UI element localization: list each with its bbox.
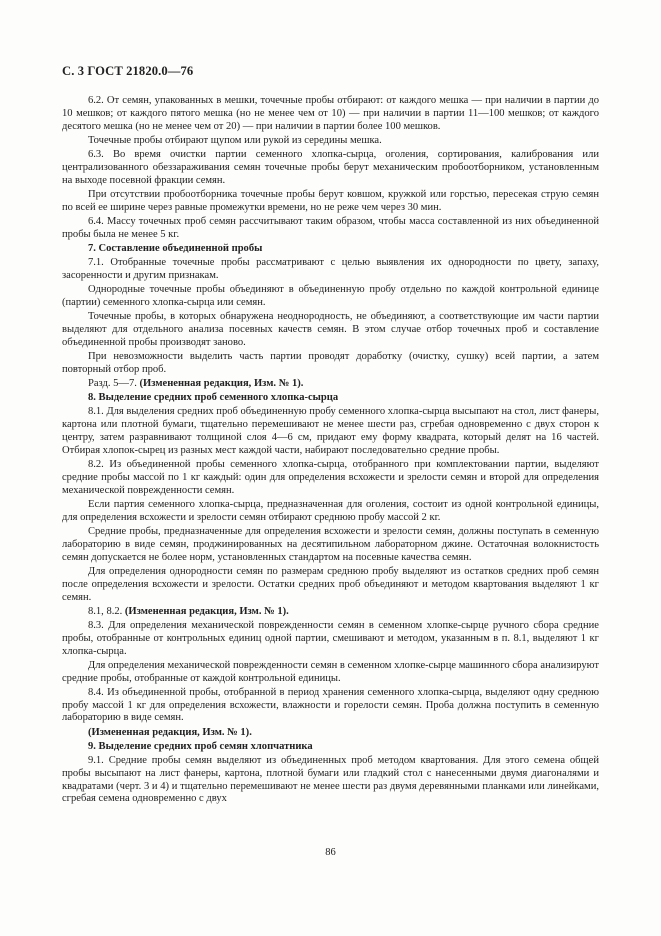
paragraph: 6.4. Массу точечных проб семян рассчитывают таким образом, чтобы масса составленной из них объединенной пробы была не менее 5 кг.	[62, 215, 599, 240]
section-heading: 7. Составление объединенной пробы	[88, 242, 263, 254]
amendment-note	[62, 606, 599, 619]
paragraph: 8.4. Из объединенной пробы, отобранной в период хранения семенного хлопка-сырца, выделяют одну среднюю пробу массой 1 кг для определения всхожести, влажности и горелости семян. Проба должна поступить в семенную лабораторию в виде семян.	[62, 686, 599, 724]
amendment-label: (Измененная редакция, Изм. № 1).	[124, 605, 289, 617]
document-body	[62, 95, 599, 808]
section-heading: 9. Выделение средних проб семян хлопчатника	[88, 740, 313, 752]
paragraph: Средние пробы, предназначенные для определения всхожести и зрелости семян, должны поступать в семенную лабораторию в виде семян, проджинированных на десятипильном лабораторном джине. Остаточная волокнистость семян допускается не более норм, установленных стандартом на посевные качества семян.	[62, 525, 599, 563]
paragraph: Если партия семенного хлопка-сырца, предназначенная для оголения, состоит из одной контрольной единицы, для определения всхожести и зрелости семян отбирают среднюю пробу массой 2 кг.	[62, 498, 599, 523]
section-heading: (Измененная редакция, Изм. № 1).	[88, 726, 252, 738]
paragraph: Точечные пробы, в которых обнаружена неоднородность, не объединяют, а соответствующие им части партии выделяют для отдельного анализа посевных качеств семян. В этом случае отбор точечных проб и составление объединенной пробы производят заново.	[62, 311, 599, 348]
paragraph: 9.1. Средние пробы семян выделяют из объединенных проб методом квартования. Для этого семена общей пробы высыпают на лист фанеры, картона, плотной бумаги или гладкий стол с нанесенными двумя диагоналями и квадратами (черт. 3 и 4) и тщательно перемешивают не менее шести раз двумя деревянными планками или линейками, сгребая семена одновременно с двух	[62, 754, 599, 805]
amendment-ref: 8.1, 8.2.	[88, 605, 125, 617]
paragraph: 8.1. Для выделения средних проб объединенную пробу семенного хлопка-сырца высыпают на стол, лист фанеры, картона или плотной бумаги, тщательно перемешивают не менее шести раз, сгребая одновременно с двух сторон к центру, затем разравнивают толщиной слоя 4—6 см, придают ему форму квадрата, который делят на 16 частей. Отбирая хлопок-сырец из разных мест каждой части, набирают последовательно средние пробы.	[62, 406, 599, 456]
amendment-ref: Разд. 5—7.	[88, 377, 140, 389]
paragraph: При отсутствии пробоотборника точечные пробы берут ковшом, кружкой или горстью, пересекая струю семян по всей ее ширине через равные промежутки времени, но не реже чем через 30 мин.	[62, 188, 599, 213]
amendment-label: (Измененная редакция, Изм. № 1).	[139, 377, 304, 389]
paragraph: 6.2. От семян, упакованных в мешки, точечные пробы отбирают: от каждого мешка — при наличии в партии до 10 мешков; от каждого пятого мешка (но не менее чем от 10) — при наличии в партии 11—100 мешков; от каждого десятого мешка (но не менее чем от 20) — при наличии в партии более 100 мешков.	[62, 95, 599, 132]
paragraph: Точечные пробы отбирают щупом или рукой из середины мешка.	[88, 134, 382, 146]
paragraph: 7.1. Отобранные точечные пробы рассматривают с целью выявления их однородности по цвету, запаху, засоренности и другим признакам.	[62, 257, 599, 281]
paragraph: 6.3. Во время очистки партии семенного хлопка-сырца, оголения, сортирования, калибрования или централизованного обеззараживания семян точечные пробы берут механическим пробоотборником, установленным на выходе посевной фракции семян.	[62, 149, 599, 186]
section-heading: 8. Выделение средних проб семенного хлопка-сырца	[88, 392, 339, 403]
page-number: 86	[325, 847, 336, 858]
paragraph: 8.2. Из объединенной пробы семенного хлопка-сырца, отобранного при комплектовании партии, выделяют средние пробы массой по 1 кг каждый: один для определения всхожести и зрелости семян и второй для определения механической поврежденности семян.	[62, 458, 599, 496]
paragraph: При невозможности выделить часть партии проводят доработку (очистку, сушку) всей партии, а затем повторный отбор проб.	[62, 350, 599, 375]
paragraph: Для определения механической поврежденности семян в семенном хлопке-сырце машинного сбора анализируют средние пробы, отобранные от каждой контрольной единицы.	[62, 659, 599, 684]
paragraph: Для определения однородности семян по размерам среднюю пробу выделяют из остатков средних проб семян после определения всхожести и зрелости. Остатки средних проб объединяют и методом квартования выделяют 1 кг семян.	[62, 565, 599, 603]
page-header: С. 3 ГОСТ 21820.0—76	[62, 64, 194, 78]
amendment-note	[62, 378, 599, 391]
paragraph: Однородные точечные пробы объединяют в объединенную пробу отдельно по каждой контрольной единице (партии) семенного хлопка-сырца или семян.	[62, 284, 599, 308]
paragraph: 8.3. Для определения механической поврежденности семян в семенном хлопке-сырце ручного сбора средние пробы, отобранные от контрольных единиц одной партии, смешивают и методом, указанным в п. 8.1, выделяют 1 кг хлопка-сырца.	[62, 619, 599, 657]
